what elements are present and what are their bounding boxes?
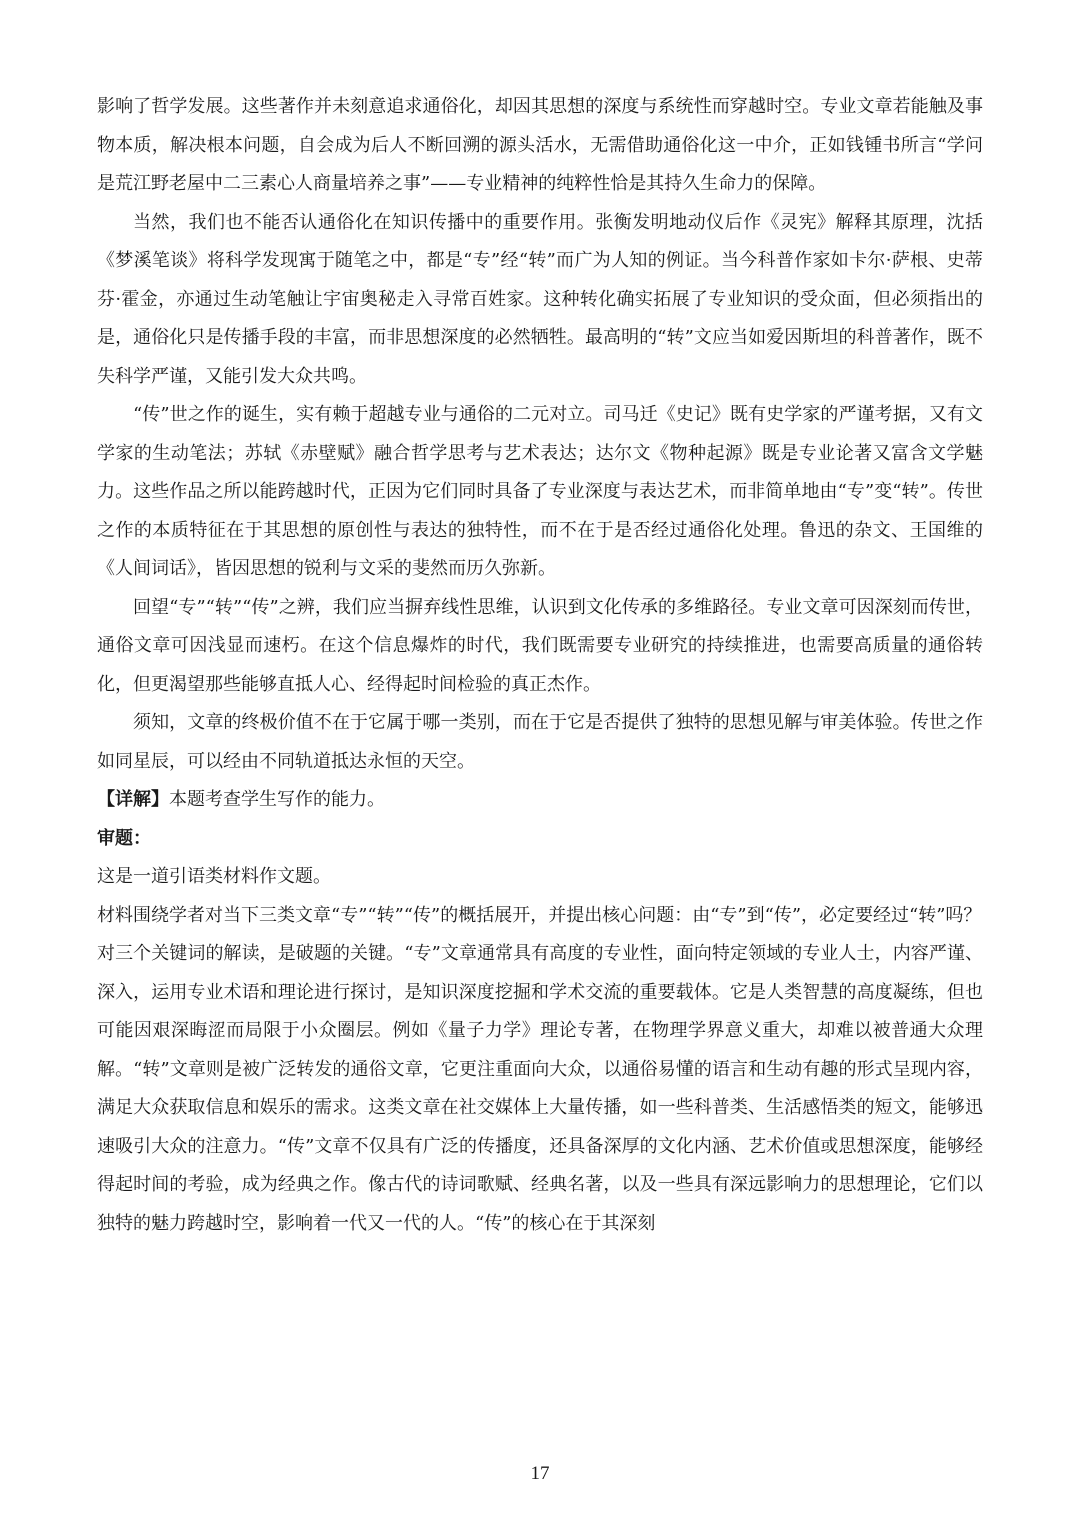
analysis-label: 【详解】 [97,789,169,810]
analysis-line [97,781,983,820]
analysis-paragraph: 材料围绕学者对当下三类文章“专”“转”“传”的概括展开，并提出核心问题：由“专”到“传”，必定要经过“转”吗？ [97,904,982,926]
essay-paragraph: 回望“专”“转”“传”之辨，我们应当摒弃线性思维，认识到文化传承的多维路径。专业文章可因深刻而传世，通俗文章可因浅显而速朽。在这个信息爆炸的时代，我们既需要专业研究的持续推进，也需要高质量的通俗转化，但更渴望那些能够直抵人心、经得起时间检验的真正杰作。 [97,596,983,695]
section-heading: 审题： [97,827,151,849]
essay-paragraph-continued: 影响了哲学发展。这些著作并未刻意追求通俗化，却因其思想的深度与系统性而穿越时空。专业文章若能触及事物本质，解决根本问题，自会成为后人不断回溯的源头活水，无需借助通俗化这一中介，正如钱锺书所言“学问是荒江野老屋中二三素心人商量培养之事”——专业精神的纯粹性恰是其持久生命力的保障。 [97,96,983,194]
page-number: 17 [530,1463,550,1484]
essay-paragraph: “传”世之作的诞生，实有赖于超越专业与通俗的二元对立。司马迁《史记》既有史学家的严谨考据，又有文学家的生动笔法；苏轼《赤壁赋》融合哲学思考与艺术表达；达尔文《物种起源》既是专业论著又富含文学魅力。这些作品之所以能跨越时代，正因为它们同时具备了专业深度与表达艺术，而非简单地由“专”变“转”。传世之作的本质特征在于其思想的原创性与表达的独特性，而不在于是否经过通俗化处理。鲁迅的杂文、王国维的《人间词话》，皆因思想的锐利与文采的斐然而历久弥新。 [97,404,983,579]
analysis-paragraph: 对三个关键词的解读，是破题的关键。“专”文章通常具有高度的专业性，面向特定领域的专业人士，内容严谨、深入，运用专业术语和理论进行探讨，是知识深度挖掘和学术交流的重要载体。它是人类智慧的高度凝练，但也可能因艰深晦涩而局限于小众圈层。例如《量子力学》理论专著，在物理学界意义重大，却难以被普通大众理解。“转”文章则是被广泛转发的通俗文章，它更注重面向大众，以通俗易懂的语言和生动有趣的形式呈现内容，满足大众获取信息和娱乐的需求。这类文章在社交媒体上大量传播，如一些科普类、生活感悟类的短文，能够迅速吸引大众的注意力。“传”文章不仅具有广泛的传播度，还具备深厚的文化内涵、艺术价值或思想深度，能够经得起时间的考验，成为经典之作。像古代的诗词歌赋、经典名著，以及一些具有深远影响力的思想理论，它们以独特的魅力跨越时空，影响着一代又一代的人。“传”的核心在于其深刻 [97,943,983,1234]
analysis-text: 本题考查学生写作的能力。 [169,789,385,810]
essay-paragraph: 当然，我们也不能否认通俗化在知识传播中的重要作用。张衡发明地动仪后作《灵宪》解释其原理，沈括《梦溪笔谈》将科学发现寓于随笔之中，都是“专”经“转”而广为人知的例证。当今科普作家如卡尔·萨根、史蒂芬·霍金，亦通过生动笔触让宇宙奥秘走入寻常百姓家。这种转化确实拓展了专业知识的受众面，但必须指出的是，通俗化只是传播手段的丰富，而非思想深度的必然牺牲。最高明的“转”文应当如爱因斯坦的科普著作，既不失科学严谨，又能引发大众共鸣。 [97,211,983,387]
essay-paragraph: 须知，文章的终极价值不在于它属于哪一类别，而在于它是否提供了独特的思想见解与审美体验。传世之作如同星辰，可以经由不同轨道抵达永恒的天空。 [97,712,983,772]
analysis-paragraph: 这是一道引语类材料作文题。 [97,866,331,887]
